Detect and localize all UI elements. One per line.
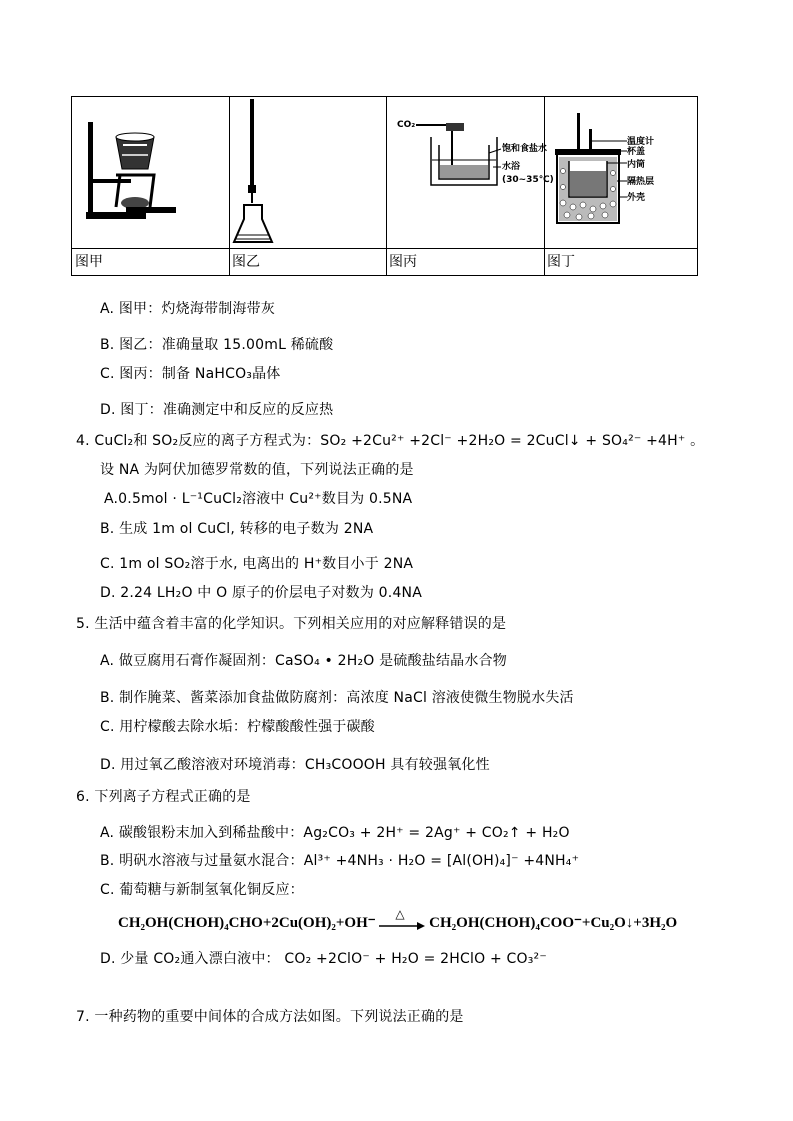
heat-arrow xyxy=(379,906,425,931)
bing-label-bath: 水浴 xyxy=(502,162,521,172)
q4-option-b: B. 生成 1m ol CuCl, 转移的电子数为 2NA xyxy=(100,521,374,537)
ding-label-thermometer: 温度计 xyxy=(627,137,655,147)
q6-stem: 6. 下列离子方程式正确的是 xyxy=(76,789,251,805)
equation-left: CH₂OH(CHOH)₄CHO+2Cu(OH)₂+OH⁻ xyxy=(118,915,376,931)
ding-label-shell: 外壳 xyxy=(627,193,646,203)
glucose-equation xyxy=(118,906,678,932)
equation-right: CH₂OH(CHOH)₄COO⁻+Cu₂O↓+3H₂O xyxy=(429,915,678,931)
figure-table xyxy=(71,96,698,276)
q4-option-c: C. 1m ol SO₂溶于水, 电离出的 H⁺数目小于 2NA xyxy=(100,556,414,572)
q5-option-c: C. 用柠檬酸去除水垢：柠檬酸酸性强于碳酸 xyxy=(100,719,375,735)
table-divider xyxy=(72,248,697,249)
caption-yi: 图乙 xyxy=(232,254,260,270)
bing-label-co2: CO₂ xyxy=(397,120,416,130)
q6-option-d: D. 少量 CO₂通入漂白液中： CO₂ +2ClO⁻ + H₂O = 2HClO + CO₃²⁻ xyxy=(100,951,547,967)
q5-option-a: A. 做豆腐用石膏作凝固剂：CaSO₄ • 2H₂O 是硫酸盐结晶水合物 xyxy=(100,653,507,669)
caption-ding: 图丁 xyxy=(547,254,575,270)
q3-option-c: C. 图丙：制备 NaHCO₃晶体 xyxy=(100,366,281,382)
q4-option-a: A.0.5mol · L⁻¹CuCl₂溶液中 Cu²⁺数目为 0.5NA xyxy=(104,491,413,507)
caption-bing: 图丙 xyxy=(389,254,417,270)
apparatus-jia-figure xyxy=(76,107,226,247)
q6-option-b: B. 明矾水溶液与过量氨水混合：Al³⁺ +4NH₃ · H₂O = [Al(OH)₄]⁻ +4NH₄⁺ xyxy=(100,853,580,869)
q3-option-b: B. 图乙：准确量取 15.00mL 稀硫酸 xyxy=(100,337,334,353)
q4-stem-line2: 设 NA 为阿伏加德罗常数的值，下列说法正确的是 xyxy=(100,462,414,478)
ding-label-inner: 内筒 xyxy=(627,160,646,170)
heat-symbol: △ xyxy=(395,906,405,921)
ding-label-lid: 杯盖 xyxy=(627,147,646,157)
q7-stem: 7. 一种药物的重要中间体的合成方法如图。下列说法正确的是 xyxy=(76,1009,464,1025)
caption-jia: 图甲 xyxy=(75,254,103,270)
q4-option-d: D. 2.24 LH₂O 中 O 原子的价层电子对数为 0.4NA xyxy=(100,585,422,601)
q3-option-d: D. 图丁：准确测定中和反应的反应热 xyxy=(100,402,334,418)
apparatus-ding-figure xyxy=(547,111,697,236)
q5-option-b: B. 制作腌菜、酱菜添加食盐做防腐剂：高浓度 NaCl 溶液使微生物脱水失活 xyxy=(100,690,574,706)
apparatus-yi-figure xyxy=(232,97,382,247)
q6-option-a: A. 碳酸银粉末加入到稀盐酸中：Ag₂CO₃ + 2H⁺ = 2Ag⁺ + CO₂↑ + H₂O xyxy=(100,825,570,841)
apparatus-bing-figure xyxy=(389,105,554,205)
q5-option-d: D. 用过氧乙酸溶液对环境消毒：CH₃COOOH 具有较强氧化性 xyxy=(100,757,490,773)
q5-stem: 5. 生活中蕴含着丰富的化学知识。下列相关应用的对应解释错误的是 xyxy=(76,616,507,632)
arrow-right-icon xyxy=(379,919,425,933)
ding-label-insulation: 隔热层 xyxy=(627,177,655,187)
q6-option-c: C. 葡萄糖与新制氢氧化铜反应： xyxy=(100,882,304,898)
bing-label-temp: (30~35℃) xyxy=(502,175,554,185)
q4-stem-line1: 4. CuCl₂和 SO₂反应的离子方程式为：SO₂ +2Cu²⁺ +2Cl⁻ +2H₂O = 2CuCl↓ + SO₄²⁻ +4H⁺ 。 xyxy=(76,433,705,449)
bing-label-saline: 饱和食盐水 xyxy=(502,144,548,154)
q3-option-a: A. 图甲：灼烧海带制海带灰 xyxy=(100,301,276,317)
